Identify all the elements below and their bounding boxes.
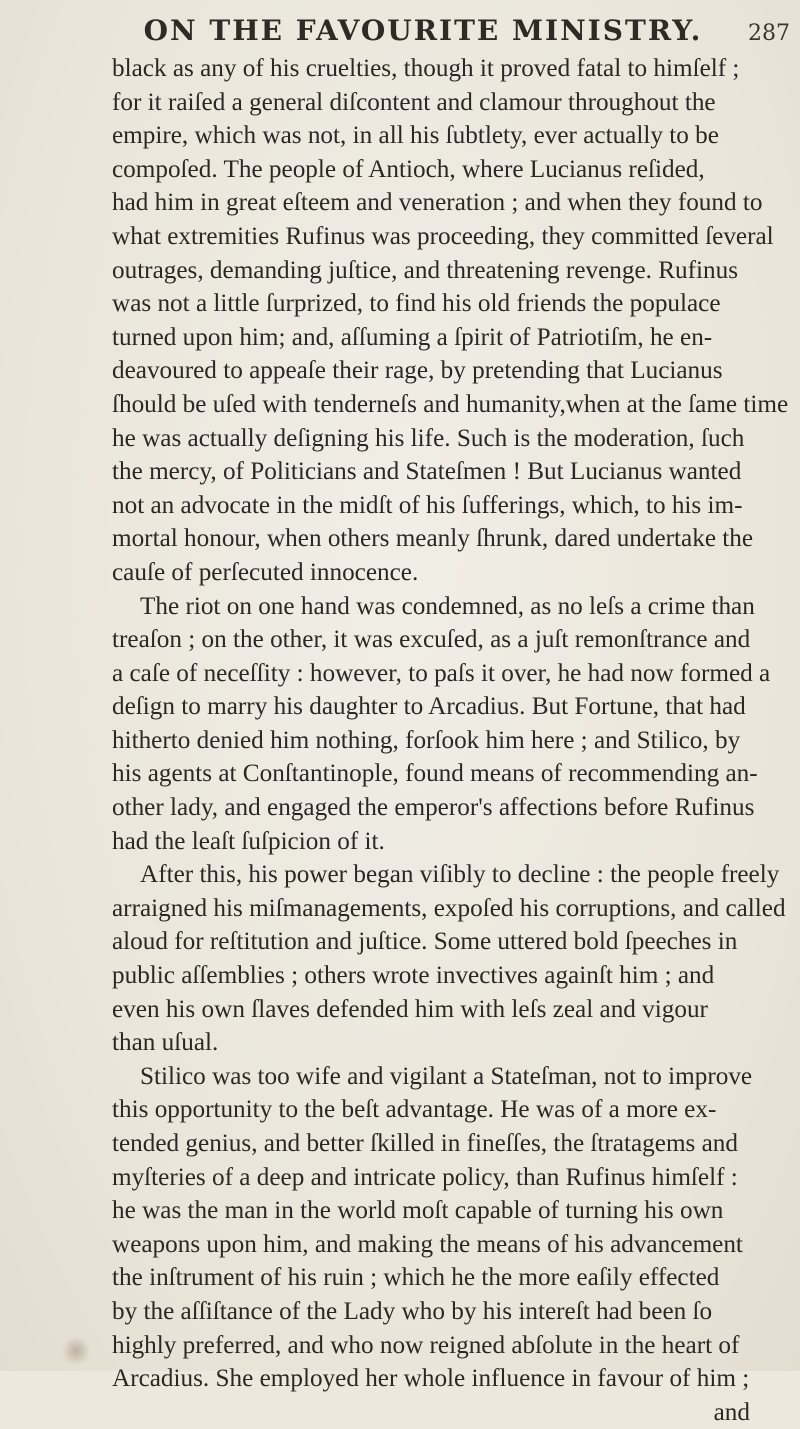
text-line: Arcadius. She employed her whole influence in favour of him ; bbox=[112, 1365, 750, 1393]
body-text bbox=[112, 52, 790, 1429]
text-line: myſteries of a deep and intricate policy, than Rufinus himſelf : bbox=[112, 1163, 738, 1191]
text-line: tended genius, and better ſkilled in fineſſes, the ſtratagems and bbox=[112, 1130, 738, 1157]
text-line: he was actually deſigning his life. Such is the moderation, ſuch bbox=[112, 424, 745, 452]
text-line: deavoured to appeaſe their rage, by pretending that Lucianus bbox=[112, 357, 723, 385]
text-line: mortal honour, when others meanly ſhrunk, dared undertake the bbox=[112, 525, 754, 553]
text-line: not an advocate in the midſt of his ſufferings, which, to his im- bbox=[112, 491, 743, 519]
text-line: his agents at Conſtantinople, found means of recommending an- bbox=[112, 760, 758, 788]
ink-smudge bbox=[62, 1336, 90, 1366]
catchword: and bbox=[713, 1398, 750, 1426]
text-line: had him in great eſteem and veneration ; and when they found to bbox=[112, 189, 763, 217]
text-line: cauſe of perſecuted innocence. bbox=[112, 558, 419, 586]
running-head bbox=[110, 14, 790, 54]
text-line: other lady, and engaged the emperor's affections before Rufinus bbox=[112, 794, 755, 822]
text-line: the inſtrument of his ruin ; which he the more eaſily effected bbox=[112, 1264, 720, 1292]
text-line: this opportunity to the beſt advantage. He was of a more ex- bbox=[112, 1096, 717, 1124]
text-line: highly preferred, and who now reigned abſolute in the heart of bbox=[112, 1331, 740, 1359]
text-line: even his own ſlaves defended him with leſs zeal and vigour bbox=[112, 995, 708, 1023]
paragraph-start-line: Stilico was too wife and vigilant a Stateſman, not to improve bbox=[140, 1062, 753, 1090]
text-line: than uſual. bbox=[112, 1029, 219, 1057]
text-line: hitherto denied him nothing, forſook him here ; and Stilico, by bbox=[112, 726, 741, 754]
text-line: treaſon ; on the other, it was excuſed, as a juſt remonſtrance and bbox=[112, 626, 751, 654]
text-line: what extremities Rufinus was proceeding, they committed ſeveral bbox=[112, 222, 774, 250]
text-line: compoſed. The people of Antioch, where Lucianus reſided, bbox=[112, 155, 705, 183]
text-line: he was the man in the world moſt capable of turning his own bbox=[112, 1197, 724, 1225]
text-line: aloud for reſtitution and juſtice. Some uttered bold ſpeeches in bbox=[112, 928, 738, 956]
text-line: ſhould be uſed with tenderneſs and humanity,when at the ſame time bbox=[112, 390, 789, 418]
text-line: for it raiſed a general diſcontent and clamour throughout the bbox=[112, 88, 716, 116]
text-line: empire, which was not, in all his ſubtlety, ever actually to be bbox=[112, 122, 719, 150]
text-line: had the leaſt ſuſpicion of it. bbox=[112, 827, 385, 855]
text-line: black as any of his cruelties, though it proved fatal to himſelf ; bbox=[112, 55, 740, 82]
text-line: the mercy, of Politicians and Stateſmen ! But Lucianus wanted bbox=[112, 458, 742, 486]
paragraph-start-line: After this, his power began viſibly to decline : the people freely bbox=[140, 861, 780, 889]
text-line: weapons upon him, and making the means of his advancement bbox=[112, 1230, 743, 1258]
text-line: arraigned his miſmanagements, expoſed his corruptions, and called bbox=[112, 894, 786, 922]
running-title: ON THE FAVOURITE MINISTRY. bbox=[143, 14, 703, 47]
text-line: was not a little ſurprized, to find his old friends the populace bbox=[112, 290, 721, 318]
text-line: by the aſſiſtance of the Lady who by his intereſt had been ſo bbox=[112, 1297, 713, 1325]
paragraph-start-line: The riot on one hand was condemned, as no leſs a crime than bbox=[140, 592, 755, 620]
text-line: deſign to marry his daughter to Arcadius. But Fortune, that had bbox=[112, 693, 746, 721]
text-line: outrages, demanding juſtice, and threatening revenge. Rufinus bbox=[112, 256, 738, 284]
page-number: 287 bbox=[748, 21, 790, 46]
text-line: public aſſemblies ; others wrote invectives againſt him ; and bbox=[112, 962, 715, 990]
text-line: a caſe of neceſſity : however, to paſs it over, he had now formed a bbox=[112, 659, 771, 687]
text-line: turned upon him; and, aſſuming a ſpirit of Patriotiſm, he en- bbox=[112, 323, 713, 351]
